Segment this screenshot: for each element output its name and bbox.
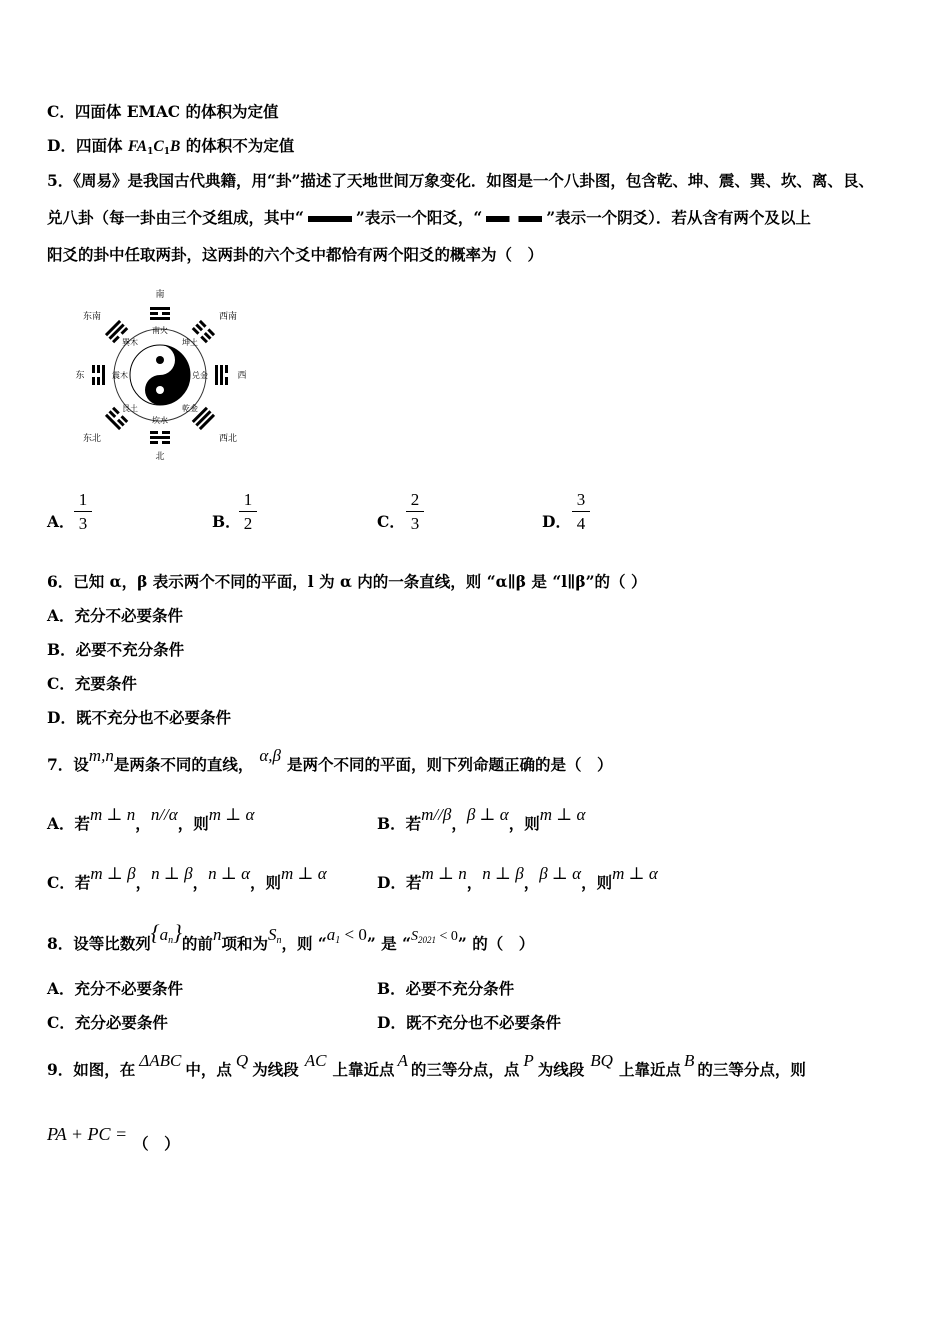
q5-option-d-label: D． [542,512,571,531]
option-d-prev-text: D．四面体 [47,136,128,155]
q8-mid4: ” 是 “ [366,934,411,953]
math-sub-n: n [276,935,282,946]
math-lt0: < 0 [435,929,458,944]
label-southwest: 西南 [218,312,238,322]
q7-stem [47,746,613,775]
label-north-water: 坎水 [152,416,168,425]
q9-stem [47,1051,806,1080]
math-c: C [153,138,164,155]
math-expr: n ⊥ β [482,864,524,883]
q5-option-a-fraction [74,490,92,534]
math-p: P [523,1051,534,1070]
q9-t2: 为线段 [252,1060,299,1079]
q5-option-b-fraction [239,490,257,534]
math-expr: n ⊥ β [151,864,193,883]
yang-yao-icon [308,216,352,222]
q7-mid: 是两条不同的直线， [113,755,254,774]
q8-post: ” 的（ ） [457,934,535,953]
q6-option-c[interactable]: C．充要条件 [47,674,137,693]
math-a: a [159,925,169,944]
numerator: 1 [243,490,253,509]
math-fa: FA [127,138,148,155]
q7-option-b-label: B．若 [377,814,422,833]
q9-t3: 上靠近点 [332,1060,395,1079]
q8-option-d[interactable]: D．既不充分也不必要条件 [377,1013,561,1032]
q5-option-d[interactable] [542,512,571,532]
q6-stem: 6．已知 α，β 表示两个不同的平面，l 为 α 内的一条直线，则 “α∥β 是 “l∥β”的（ ） [47,572,647,591]
q9-t5: 为线段 [537,1060,585,1079]
q5-option-a-label: A． [47,512,75,531]
then-text: ，则 [508,814,540,833]
label-northwest: 西北 [218,434,238,444]
label-north: 北 [155,452,165,462]
numerator: 2 [410,490,420,509]
math-expr: n ⊥ α [208,864,250,883]
math-expr: β ⊥ α [466,805,509,824]
math-a1-lt-0 [327,925,367,944]
math-triangle-abc: ΔABC [139,1051,182,1070]
math-sub-n: n [168,935,174,946]
q7-post: 是两个不同的平面，则下列命题正确的是（ ） [286,755,613,774]
trigram-north [150,431,170,444]
math-expr: m ⊥ α [539,805,586,824]
math-s: S [410,929,418,944]
label-west: 西 [237,371,247,381]
label-east-wood: 震木 [112,371,128,380]
q9-pre: 9．如图，在 [47,1060,136,1079]
math-alpha-beta: α,β [259,746,281,765]
math-expr: n//α [150,805,178,824]
math-bq: BQ [590,1051,613,1070]
math-sub-1b: 1 [163,147,170,157]
yin-yao-icon [486,216,542,222]
q7-pre: 7．设 [47,755,89,774]
math-q: Q [235,1051,249,1070]
math-mn: m,n [88,746,114,765]
label-south-fire: 南火 [152,326,168,335]
then-text: ，则 [177,814,209,833]
q9-expression [47,1124,180,1154]
q9-t4: 的三等分点，点 [410,1060,520,1079]
comma: ， [466,873,483,892]
option-d-prev[interactable] [47,136,294,162]
math-b: B [683,1051,695,1070]
q9-paren: （ ） [133,1134,180,1153]
taiji-icon [130,345,190,405]
q7-option-d-label: D．若 [377,873,422,892]
option-d-prev-tail: 的体积不为定值 [180,136,295,155]
q5-option-d-fraction [572,490,590,534]
q8-mid1: 的前 [181,934,213,953]
denominator: 4 [576,514,586,533]
q5-option-b[interactable] [212,512,241,532]
q6-option-b[interactable]: B．必要不充分条件 [47,640,185,659]
label-southeast: 东南 [82,312,102,322]
q5-line2-b: ”表示一个阳爻，“ [355,208,483,227]
trigram-west [215,365,228,385]
math-expr: m ⊥ n [421,864,467,883]
then-text: ，则 [250,873,282,892]
math-s2021-lt-0 [411,929,458,944]
denominator: 3 [78,514,88,533]
q5-line3: 阳爻的卦中任取两卦，这两卦的六个爻中都恰有两个阳爻的概率为（ ） [47,245,544,264]
label-west-metal: 兑金 [192,371,208,380]
denominator: 3 [410,514,420,533]
comma: ， [192,873,209,892]
q8-option-c[interactable]: C．充分必要条件 [47,1013,168,1032]
q6-option-a[interactable]: A．充分不必要条件 [47,606,184,625]
q8-pre: 8．设等比数列 [47,934,151,953]
q5-line2-a: 兑八卦（每一卦由三个爻组成，其中“ [47,208,304,227]
math-sub-2021: 2021 [417,935,436,945]
q9-t7: 的三等分点，则 [697,1060,806,1079]
q5-option-c-label: C． [377,512,405,531]
label-southeast-wood: 巽木 [122,338,138,347]
option-c-prev[interactable] [47,102,278,122]
q7-option-b[interactable] [377,805,586,834]
option-c-prev-text: C．四面体 EMAC 的体积为定值 [47,102,279,121]
label-northeast-earth: 艮土 [122,404,138,413]
math-sn [268,925,282,944]
math-pa-plus-pc: PA + PC = [47,1124,128,1144]
trigram-east [92,365,105,385]
q9-t1: 中，点 [185,1060,232,1079]
label-northwest-metal: 乾金 [182,404,198,413]
q6-option-d[interactable]: D．既不充分也不必要条件 [47,708,231,727]
math-expr: m ⊥ β [90,864,136,883]
math-sub-1: 1 [335,935,341,946]
math-expr: β ⊥ α [539,864,582,883]
math-n: n [212,925,222,944]
q5-option-b-label: B． [212,512,241,531]
q8-option-a[interactable]: A．充分不必要条件 [47,979,184,998]
label-east: 东 [75,371,85,381]
q5-line2-c: ”表示一个阴爻）．若从含有两个及以上 [546,208,811,227]
q8-mid2: 项和为 [221,934,268,953]
q5-option-c-fraction [406,490,424,534]
q8-mid3: ，则 “ [281,934,327,953]
math-b: B [169,138,181,155]
label-southwest-earth: 坤土 [182,338,198,347]
math-expr: m//β [421,805,452,824]
label-northeast: 东北 [82,434,102,444]
q5-option-a[interactable] [47,512,75,532]
math-ac: AC [304,1051,327,1070]
q5-line1: 5．《周易》是我国古代典籍，用“卦”描述了天地世间万象变化．如图是一个八卦图，包含乾、坤、震、巽、坎、离、艮、 [47,171,874,190]
q5-option-c[interactable] [377,512,405,532]
trigram-south [150,307,170,320]
q7-option-c-label: C．若 [47,873,91,892]
q8-stem [47,920,535,960]
comma: ， [523,873,540,892]
math-lt0: < 0 [340,925,367,944]
label-south: 南 [155,290,165,300]
math-expr: m ⊥ α [612,864,658,883]
math-sequence: $\{a_n\}$ [150,920,182,946]
comma: ， [135,873,152,892]
q7-option-c[interactable] [47,864,327,893]
q5-line2 [47,208,811,228]
q8-option-b[interactable]: B．必要不充分条件 [377,979,515,998]
math-a: A [397,1051,408,1070]
math-s: S [267,925,277,944]
math-a: a [326,925,336,944]
math-expr: m ⊥ n [90,805,136,824]
q7-option-a-label: A．若 [47,814,91,833]
q7-option-d[interactable] [377,864,658,893]
then-text: ，则 [581,873,613,892]
numerator: 1 [78,490,88,509]
bagua-figure [70,285,250,465]
math-sub-1: 1 [147,147,154,157]
comma: ， [135,814,151,833]
q7-option-a[interactable] [47,805,255,834]
q9-t6: 上靠近点 [618,1060,681,1079]
denominator: 2 [243,514,253,533]
numerator: 3 [576,490,586,509]
math-expr: m ⊥ α [208,805,255,824]
math-expr: m ⊥ α [281,864,327,883]
comma: ， [451,814,467,833]
